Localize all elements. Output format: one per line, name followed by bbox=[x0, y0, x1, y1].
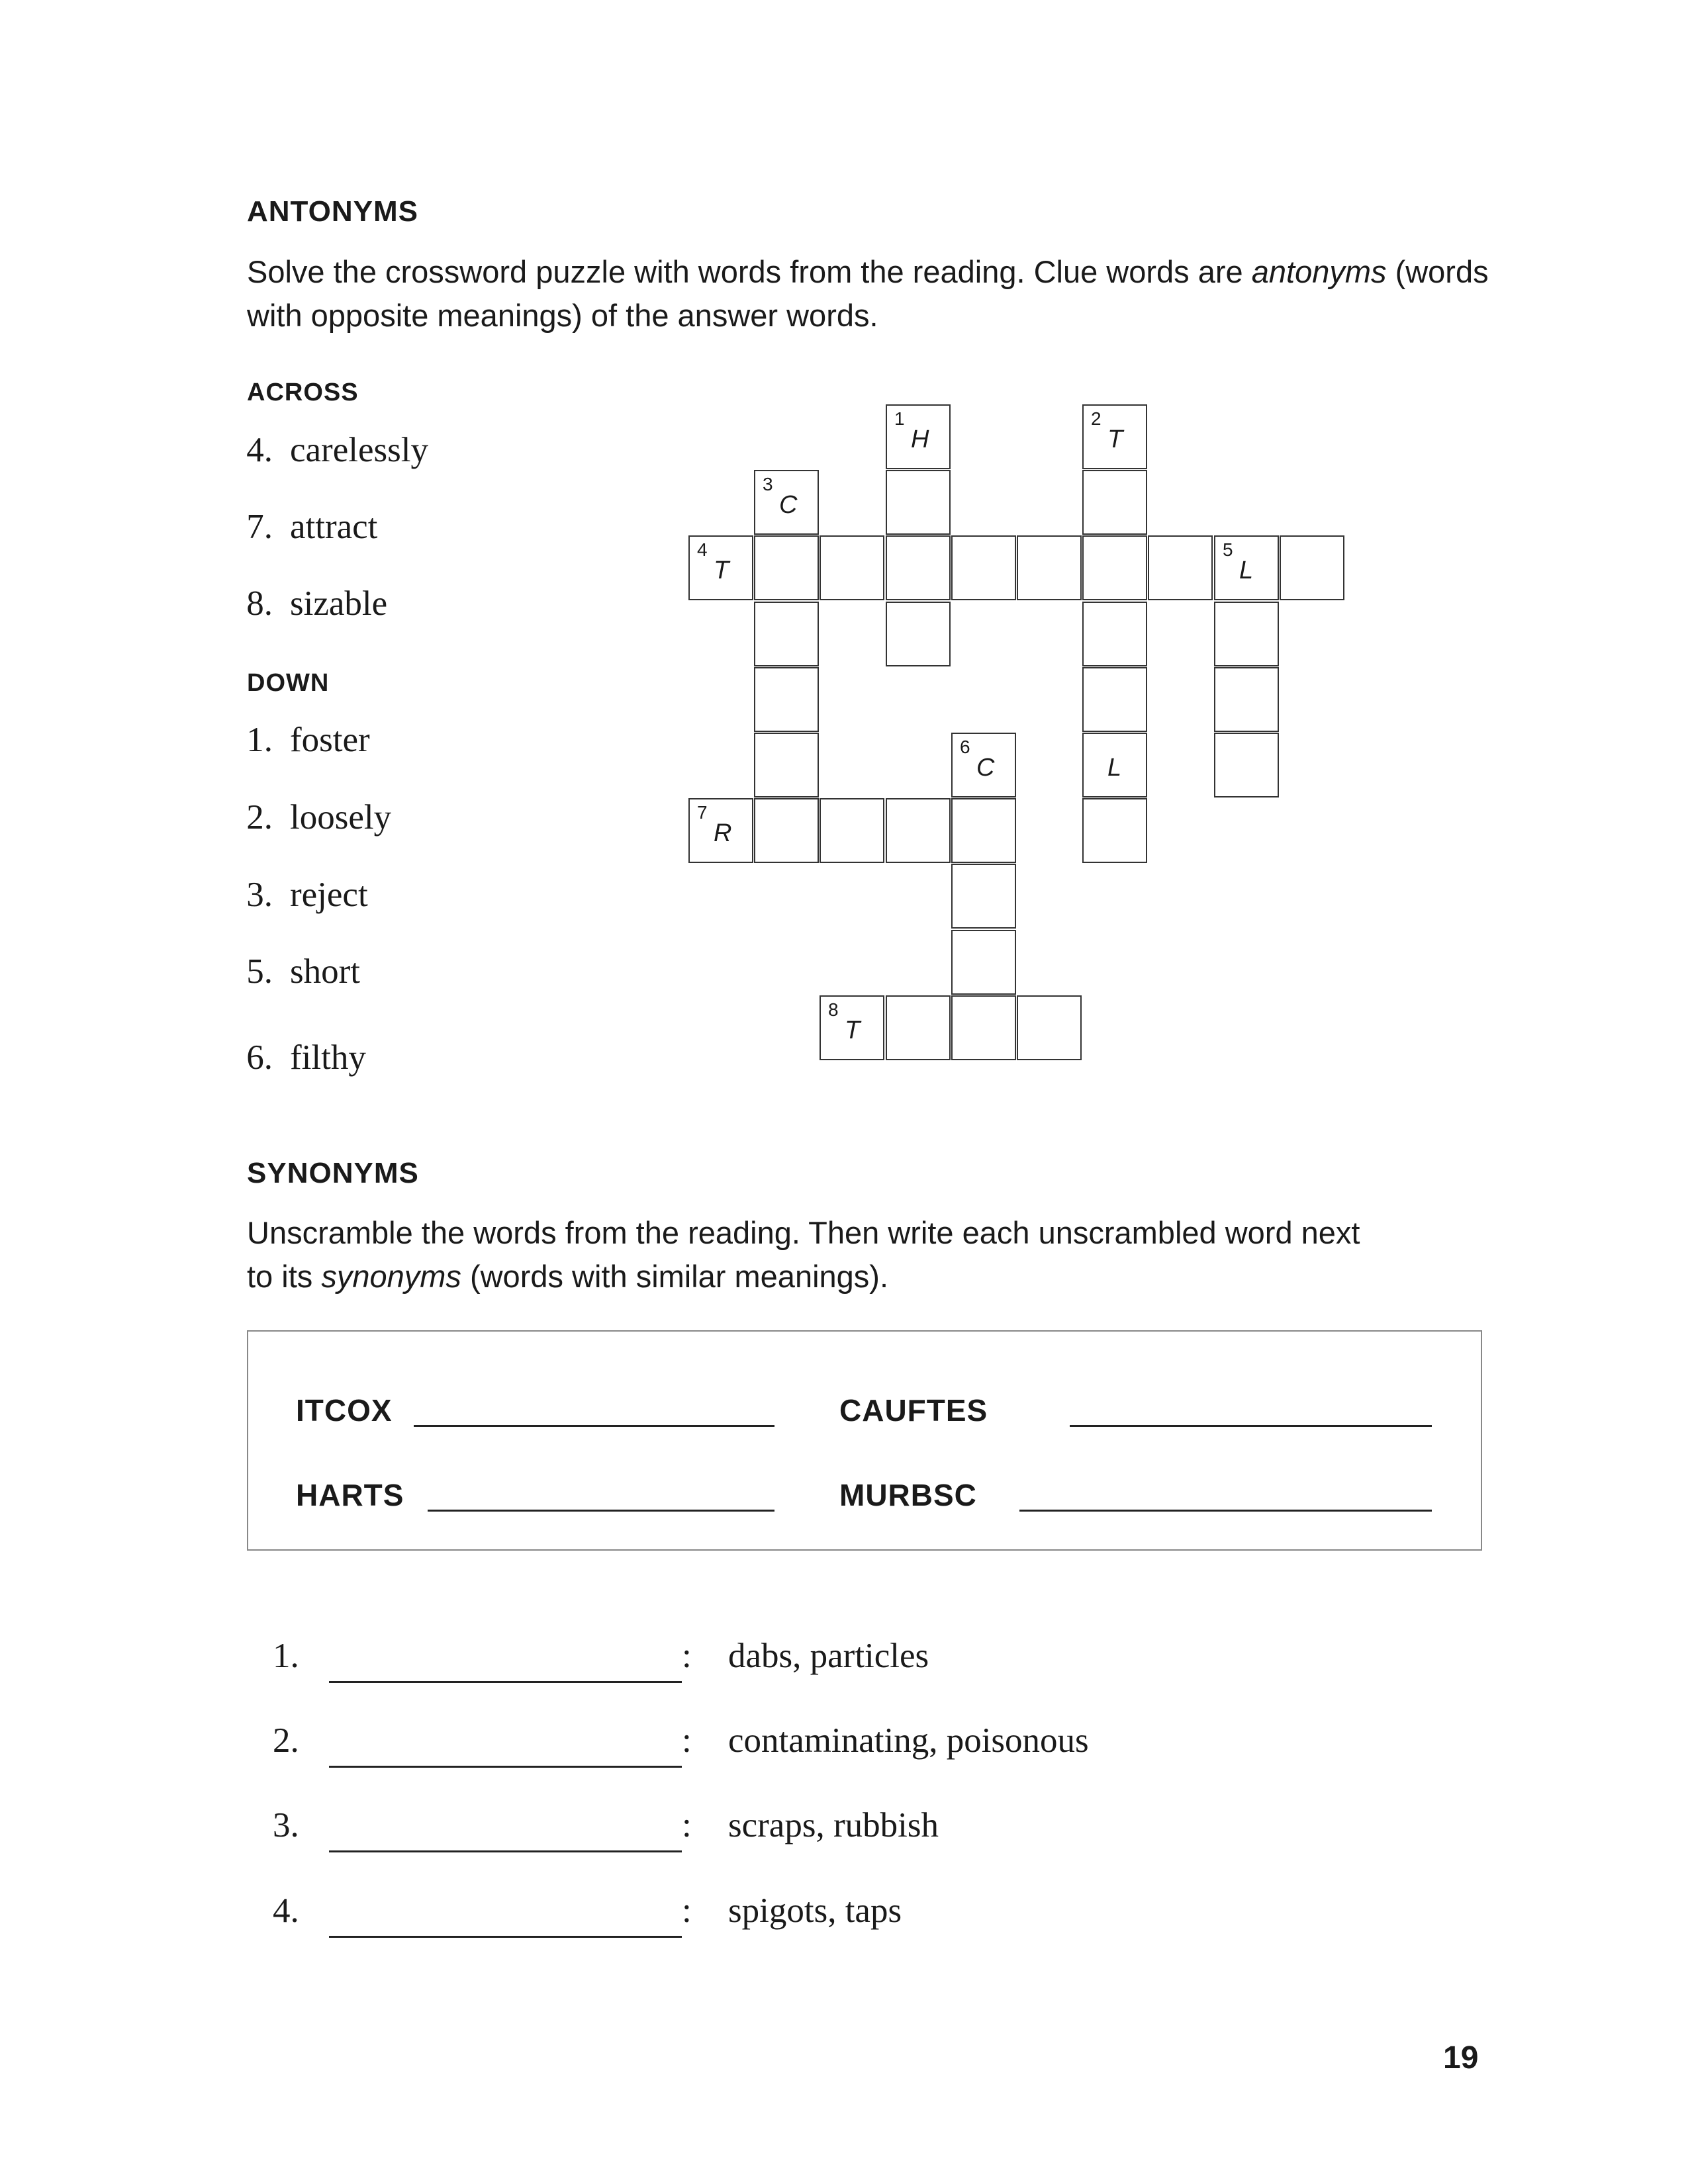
crossword-cell[interactable] bbox=[1082, 733, 1147, 797]
crossword-cell[interactable] bbox=[1148, 535, 1213, 600]
synonym-clue: spigots, taps bbox=[728, 1891, 902, 1930]
crossword-cell-number: 8 bbox=[828, 999, 839, 1020]
clue-number: 1. bbox=[246, 721, 273, 759]
crossword-cell-5[interactable] bbox=[1214, 535, 1279, 600]
synonym-item-number: 1. bbox=[273, 1637, 299, 1675]
crossword-cell[interactable] bbox=[1017, 995, 1082, 1060]
crossword-cell-number: 1 bbox=[894, 408, 905, 429]
down-heading: DOWN bbox=[247, 669, 330, 697]
crossword-cell[interactable] bbox=[951, 864, 1016, 929]
crossword-cell[interactable] bbox=[1280, 535, 1344, 600]
crossword-cell[interactable] bbox=[886, 602, 951, 666]
across-clue-7 bbox=[218, 507, 377, 547]
clue-number: 5. bbox=[246, 952, 273, 991]
colon: : bbox=[682, 1637, 692, 1675]
clue-number: 8. bbox=[246, 584, 273, 623]
synonyms-instruction-italic: synonyms bbox=[321, 1259, 461, 1294]
clue-word: loosely bbox=[290, 798, 392, 837]
crossword-cell[interactable] bbox=[1082, 798, 1147, 863]
synonyms-heading: SYNONYMS bbox=[247, 1157, 419, 1189]
clue-number: 4. bbox=[246, 431, 273, 469]
clue-word: reject bbox=[290, 876, 368, 914]
scrambled-word: MURBSC bbox=[839, 1478, 977, 1512]
clue-number: 6. bbox=[246, 1038, 273, 1077]
crossword-cell[interactable] bbox=[820, 798, 884, 863]
antonyms-instructions bbox=[247, 250, 1505, 338]
clue-word: foster bbox=[290, 721, 370, 759]
crossword-cell-letter: R bbox=[714, 819, 732, 847]
crossword-cell[interactable] bbox=[886, 470, 951, 535]
crossword-cell-2[interactable] bbox=[1082, 404, 1147, 469]
crossword-cell[interactable] bbox=[951, 535, 1016, 600]
synonym-clue: contaminating, poisonous bbox=[728, 1721, 1089, 1760]
colon: : bbox=[682, 1806, 692, 1844]
crossword-cell[interactable] bbox=[754, 733, 819, 797]
crossword-cell-number: 3 bbox=[763, 474, 773, 494]
crossword-cell[interactable] bbox=[1082, 470, 1147, 535]
crossword-cell[interactable] bbox=[754, 667, 819, 732]
scrambled-answer-line[interactable] bbox=[414, 1425, 774, 1427]
crossword-cell-letter: H bbox=[911, 426, 929, 453]
scrambled-answer-line[interactable] bbox=[1019, 1510, 1432, 1512]
scrambled-words-box bbox=[247, 1330, 1482, 1551]
crossword-cell[interactable] bbox=[951, 995, 1016, 1060]
synonyms-instruction-text-1: Unscramble the words from the reading. Then write each unscrambled word next to its bbox=[247, 1215, 1360, 1294]
clue-word: sizable bbox=[290, 584, 388, 623]
crossword-cell[interactable] bbox=[1017, 535, 1082, 600]
down-clue-3 bbox=[218, 875, 368, 915]
crossword-cell-number: 7 bbox=[697, 802, 708, 823]
crossword-cell-7[interactable] bbox=[688, 798, 753, 863]
across-heading: ACROSS bbox=[247, 379, 359, 406]
down-clue-2 bbox=[218, 797, 391, 837]
down-clue-5 bbox=[218, 952, 360, 991]
synonym-item-number: 4. bbox=[273, 1891, 299, 1930]
crossword-cell[interactable] bbox=[1082, 602, 1147, 666]
synonym-answer-line[interactable] bbox=[329, 1766, 682, 1768]
clue-number: 7. bbox=[246, 508, 273, 546]
synonyms-instruction-text-2: (words with similar meanings). bbox=[469, 1259, 889, 1294]
down-clue-1 bbox=[218, 720, 370, 760]
antonyms-heading: ANTONYMS bbox=[247, 195, 418, 228]
synonym-clue: scraps, rubbish bbox=[728, 1806, 939, 1844]
crossword-cell[interactable] bbox=[820, 535, 884, 600]
crossword-cell[interactable] bbox=[754, 798, 819, 863]
crossword-cell[interactable] bbox=[1214, 733, 1279, 797]
synonym-answer-line[interactable] bbox=[329, 1850, 682, 1852]
antonyms-instruction-text-2: (words with opposite meanings) of the answer words. bbox=[247, 254, 1489, 333]
synonyms-instructions bbox=[247, 1211, 1385, 1298]
crossword-cell[interactable] bbox=[1214, 667, 1279, 732]
crossword-cell[interactable] bbox=[886, 995, 951, 1060]
crossword-cell-number: 6 bbox=[960, 737, 970, 757]
scrambled-word: HARTS bbox=[296, 1478, 404, 1512]
page-number: 19 bbox=[1443, 2040, 1479, 2075]
synonym-clue: dabs, particles bbox=[728, 1637, 929, 1675]
antonyms-instruction-italic: antonyms bbox=[1251, 254, 1387, 289]
clue-word: attract bbox=[290, 508, 378, 546]
crossword-cell[interactable] bbox=[951, 798, 1016, 863]
crossword-cell-letter: C bbox=[976, 754, 995, 782]
antonyms-instruction-text-1: Solve the crossword puzzle with words from the reading. Clue words are bbox=[247, 254, 1243, 289]
crossword-cell[interactable] bbox=[886, 535, 951, 600]
synonym-answer-line[interactable] bbox=[329, 1681, 682, 1683]
crossword-cell-letter: T bbox=[845, 1017, 861, 1044]
crossword-cell[interactable] bbox=[951, 930, 1016, 995]
crossword-cell[interactable] bbox=[1082, 535, 1147, 600]
synonym-answer-line[interactable] bbox=[329, 1936, 682, 1938]
colon: : bbox=[682, 1721, 692, 1760]
clue-word: filthy bbox=[290, 1038, 366, 1077]
clue-number: 3. bbox=[246, 876, 273, 914]
crossword-cell-8[interactable] bbox=[820, 995, 884, 1060]
crossword-cell[interactable] bbox=[1214, 602, 1279, 666]
crossword-cell-6[interactable] bbox=[951, 733, 1016, 797]
crossword-cell-letter: L bbox=[1107, 754, 1122, 782]
crossword-cell[interactable] bbox=[886, 798, 951, 863]
crossword-cell-letter: T bbox=[714, 557, 729, 584]
scrambled-answer-line[interactable] bbox=[428, 1510, 774, 1512]
scrambled-word: ITCOX bbox=[296, 1393, 393, 1428]
crossword-cell[interactable] bbox=[754, 535, 819, 600]
synonym-item-number: 2. bbox=[273, 1721, 299, 1760]
across-clue-8 bbox=[218, 584, 387, 623]
crossword-cell-3[interactable] bbox=[754, 470, 819, 535]
crossword-cell-number: 2 bbox=[1091, 408, 1102, 429]
crossword-cell-number: 4 bbox=[697, 539, 708, 560]
crossword-cell-number: 5 bbox=[1223, 539, 1233, 560]
synonym-item-number: 3. bbox=[273, 1806, 299, 1844]
down-clue-6 bbox=[218, 1038, 366, 1077]
colon: : bbox=[682, 1891, 692, 1930]
crossword-cell[interactable] bbox=[754, 602, 819, 666]
crossword-cell-1[interactable] bbox=[886, 404, 951, 469]
crossword-cell-letter: T bbox=[1107, 426, 1123, 453]
across-clue-4 bbox=[218, 430, 428, 470]
crossword-cell[interactable] bbox=[1082, 667, 1147, 732]
crossword-cell-letter: L bbox=[1239, 557, 1254, 584]
crossword-cell-4[interactable] bbox=[688, 535, 753, 600]
scrambled-answer-line[interactable] bbox=[1070, 1425, 1432, 1427]
clue-word: carelessly bbox=[290, 431, 428, 469]
crossword-cell-letter: C bbox=[779, 491, 798, 519]
clue-word: short bbox=[290, 952, 360, 991]
clue-number: 2. bbox=[246, 798, 273, 837]
scrambled-word: CAUFTES bbox=[839, 1393, 988, 1428]
